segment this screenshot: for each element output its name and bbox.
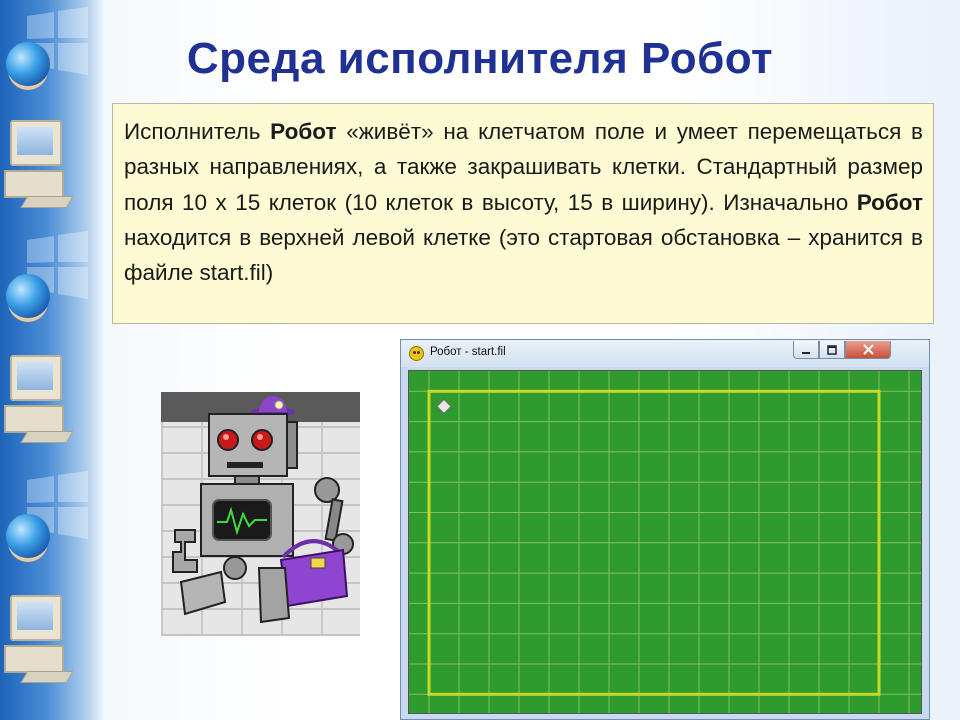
close-button[interactable] [845, 341, 891, 359]
maximize-button[interactable] [819, 341, 845, 359]
description-bold-robot: Робот [856, 189, 923, 215]
smiley-app-icon [409, 346, 424, 361]
globe-icon [6, 274, 50, 318]
slide-title: Среда исполнителя Робот [186, 34, 774, 83]
window-titlebar[interactable] [401, 340, 929, 367]
minimize-icon [801, 345, 811, 355]
globe-icon [6, 514, 50, 558]
maximize-icon [827, 345, 837, 355]
robot-illustration [161, 392, 360, 636]
computer-icon [0, 595, 62, 683]
description-bold-robot: Робот [270, 119, 337, 144]
description-text: «живёт» на клетчатом поле и умеет перемещаться в разных направлениях, а также закрашивать клетки. Стандартный размер поля 10 х 15 клеток (10 клеток в высоту, 15 в ширину). Изначально [124, 119, 923, 215]
computer-icon [0, 355, 62, 443]
robot-app-window[interactable] [400, 339, 930, 720]
description-box [112, 103, 934, 324]
field-background [409, 371, 921, 713]
decorative-side-strip [0, 0, 105, 720]
robot-field[interactable] [408, 370, 922, 714]
computer-icon [0, 120, 62, 208]
close-icon [863, 344, 874, 355]
window-title: Робот - start.fil [430, 346, 506, 358]
minimize-button[interactable] [793, 341, 819, 359]
description-text: Исполнитель [124, 119, 271, 144]
description-text: находится в верхней левой клетке (это стартовая обстановка – хранится в файле start.fil) [124, 224, 923, 286]
